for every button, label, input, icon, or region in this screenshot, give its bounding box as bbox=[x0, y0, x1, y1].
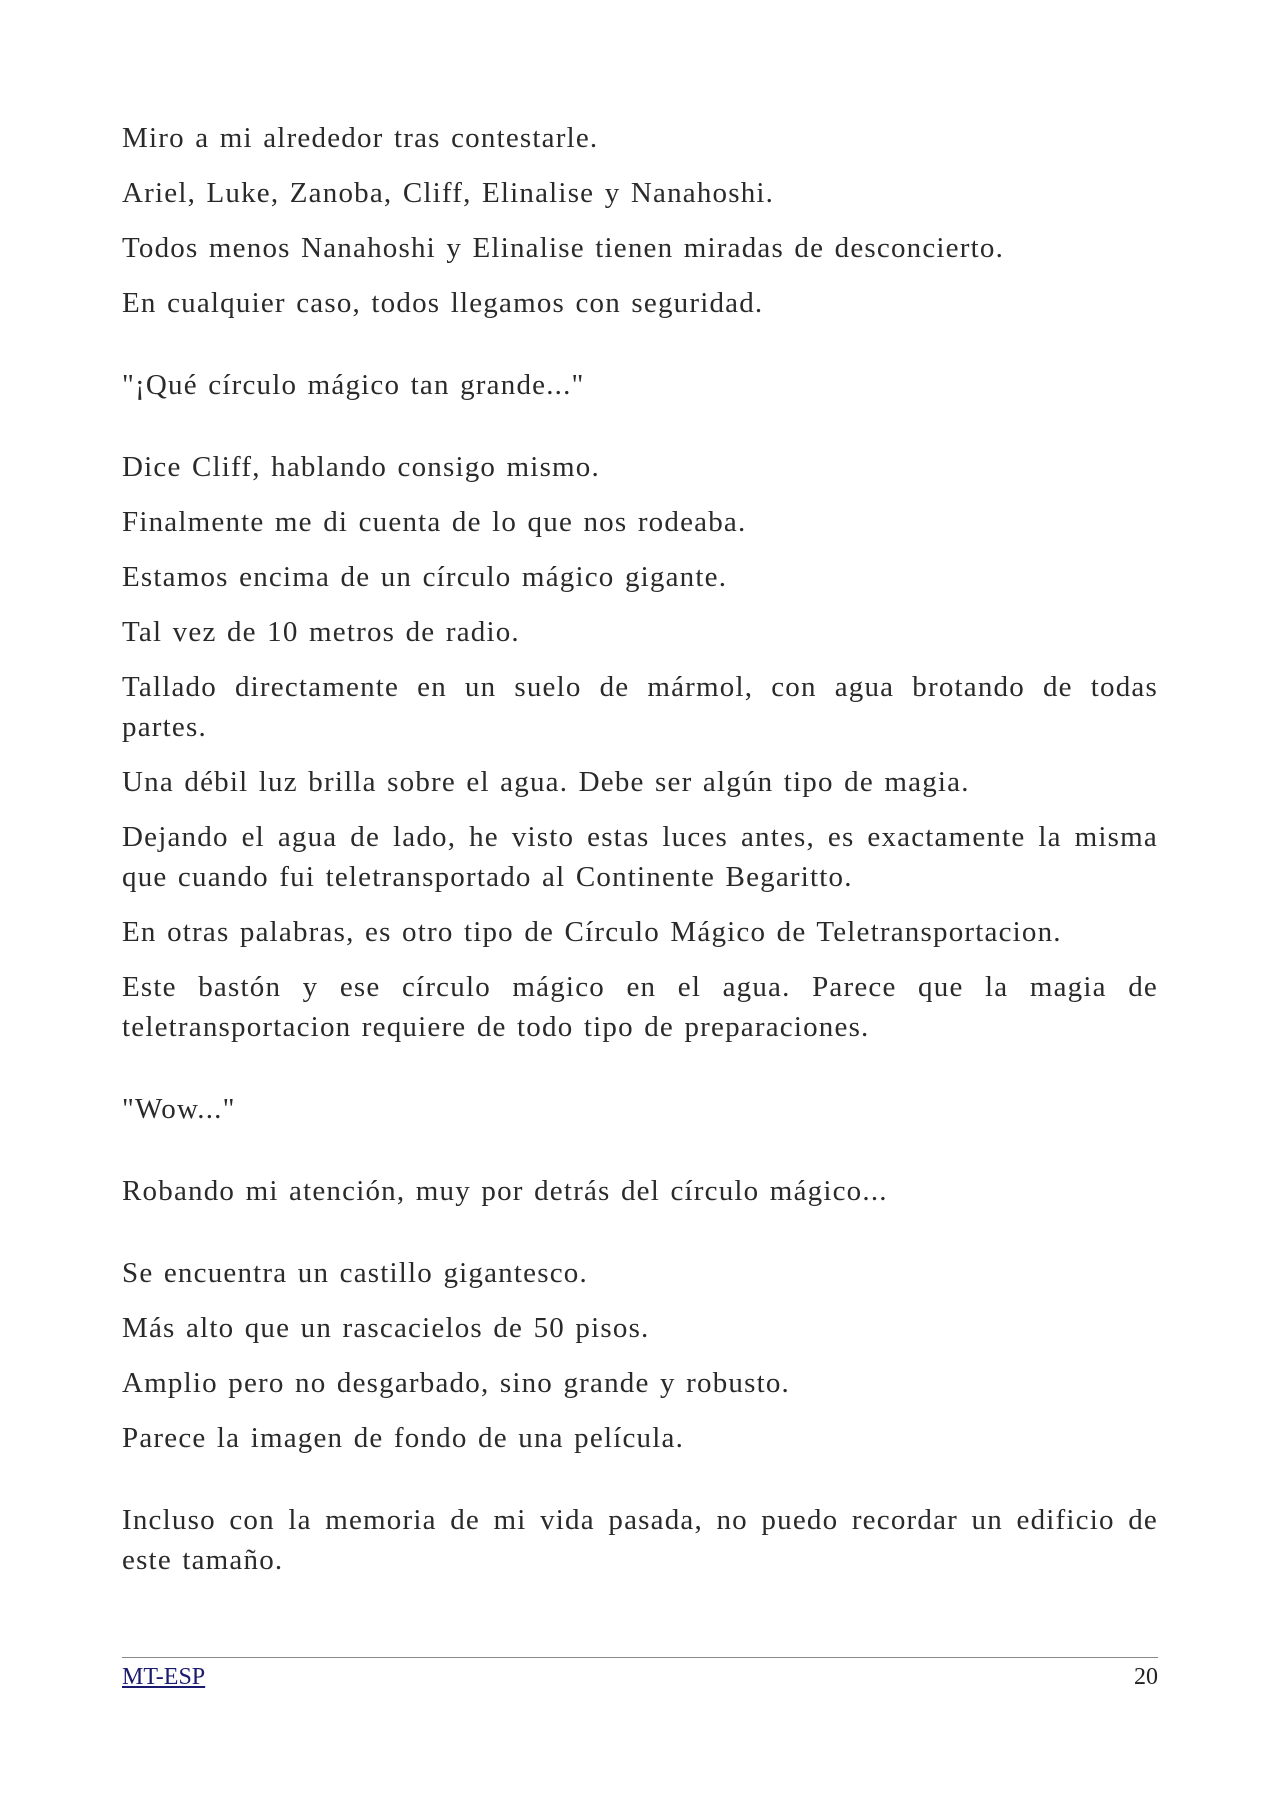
paragraph: Estamos encima de un círculo mágico gigante. bbox=[122, 561, 728, 593]
paragraph: En otras palabras, es otro tipo de Círculo Mágico de Teletransportacion. bbox=[122, 916, 1062, 948]
page-footer bbox=[122, 1657, 1158, 1692]
paragraph: Se encuentra un castillo gigantesco. bbox=[122, 1257, 588, 1289]
footer-link[interactable]: MT-ESP bbox=[122, 1664, 206, 1690]
paragraph: Todos menos Nanahoshi y Elinalise tienen miradas de desconcierto. bbox=[122, 232, 1005, 264]
paragraph: Tal vez de 10 metros de radio. bbox=[122, 616, 520, 648]
paragraph: Ariel, Luke, Zanoba, Cliff, Elinalise y Nanahoshi. bbox=[122, 177, 775, 209]
paragraph: Miro a mi alrededor tras contestarle. bbox=[122, 122, 599, 154]
paragraph: Este bastón y ese círculo mágico en el agua. Parece que la magia de teletransportacion requiere de todo tipo de preparaciones. bbox=[122, 971, 1158, 1043]
dialogue-line: "¡Qué círculo mágico tan grande..." bbox=[122, 369, 585, 401]
dialogue-line: "Wow..." bbox=[122, 1093, 236, 1125]
paragraph: Dejando el agua de lado, he visto estas luces antes, es exactamente la misma que cuando fui teletransportado al Continente Begaritto. bbox=[122, 821, 1158, 893]
paragraph: Dice Cliff, hablando consigo mismo. bbox=[122, 451, 600, 483]
paragraph: Tallado directamente en un suelo de mármol, con agua brotando de todas partes. bbox=[122, 671, 1158, 743]
paragraph: Amplio pero no desgarbado, sino grande y robusto. bbox=[122, 1367, 790, 1399]
page-number: 20 bbox=[1134, 1664, 1158, 1690]
paragraph: Incluso con la memoria de mi vida pasada, no puedo recordar un edificio de este tamaño. bbox=[122, 1504, 1158, 1576]
paragraph: Robando mi atención, muy por detrás del círculo mágico... bbox=[122, 1175, 888, 1207]
page-body bbox=[122, 118, 1158, 1595]
paragraph: Una débil luz brilla sobre el agua. Debe ser algún tipo de magia. bbox=[122, 766, 970, 798]
paragraph: En cualquier caso, todos llegamos con seguridad. bbox=[122, 287, 764, 319]
paragraph: Parece la imagen de fondo de una película. bbox=[122, 1422, 685, 1454]
paragraph: Más alto que un rascacielos de 50 pisos. bbox=[122, 1312, 650, 1344]
paragraph: Finalmente me di cuenta de lo que nos rodeaba. bbox=[122, 506, 747, 538]
